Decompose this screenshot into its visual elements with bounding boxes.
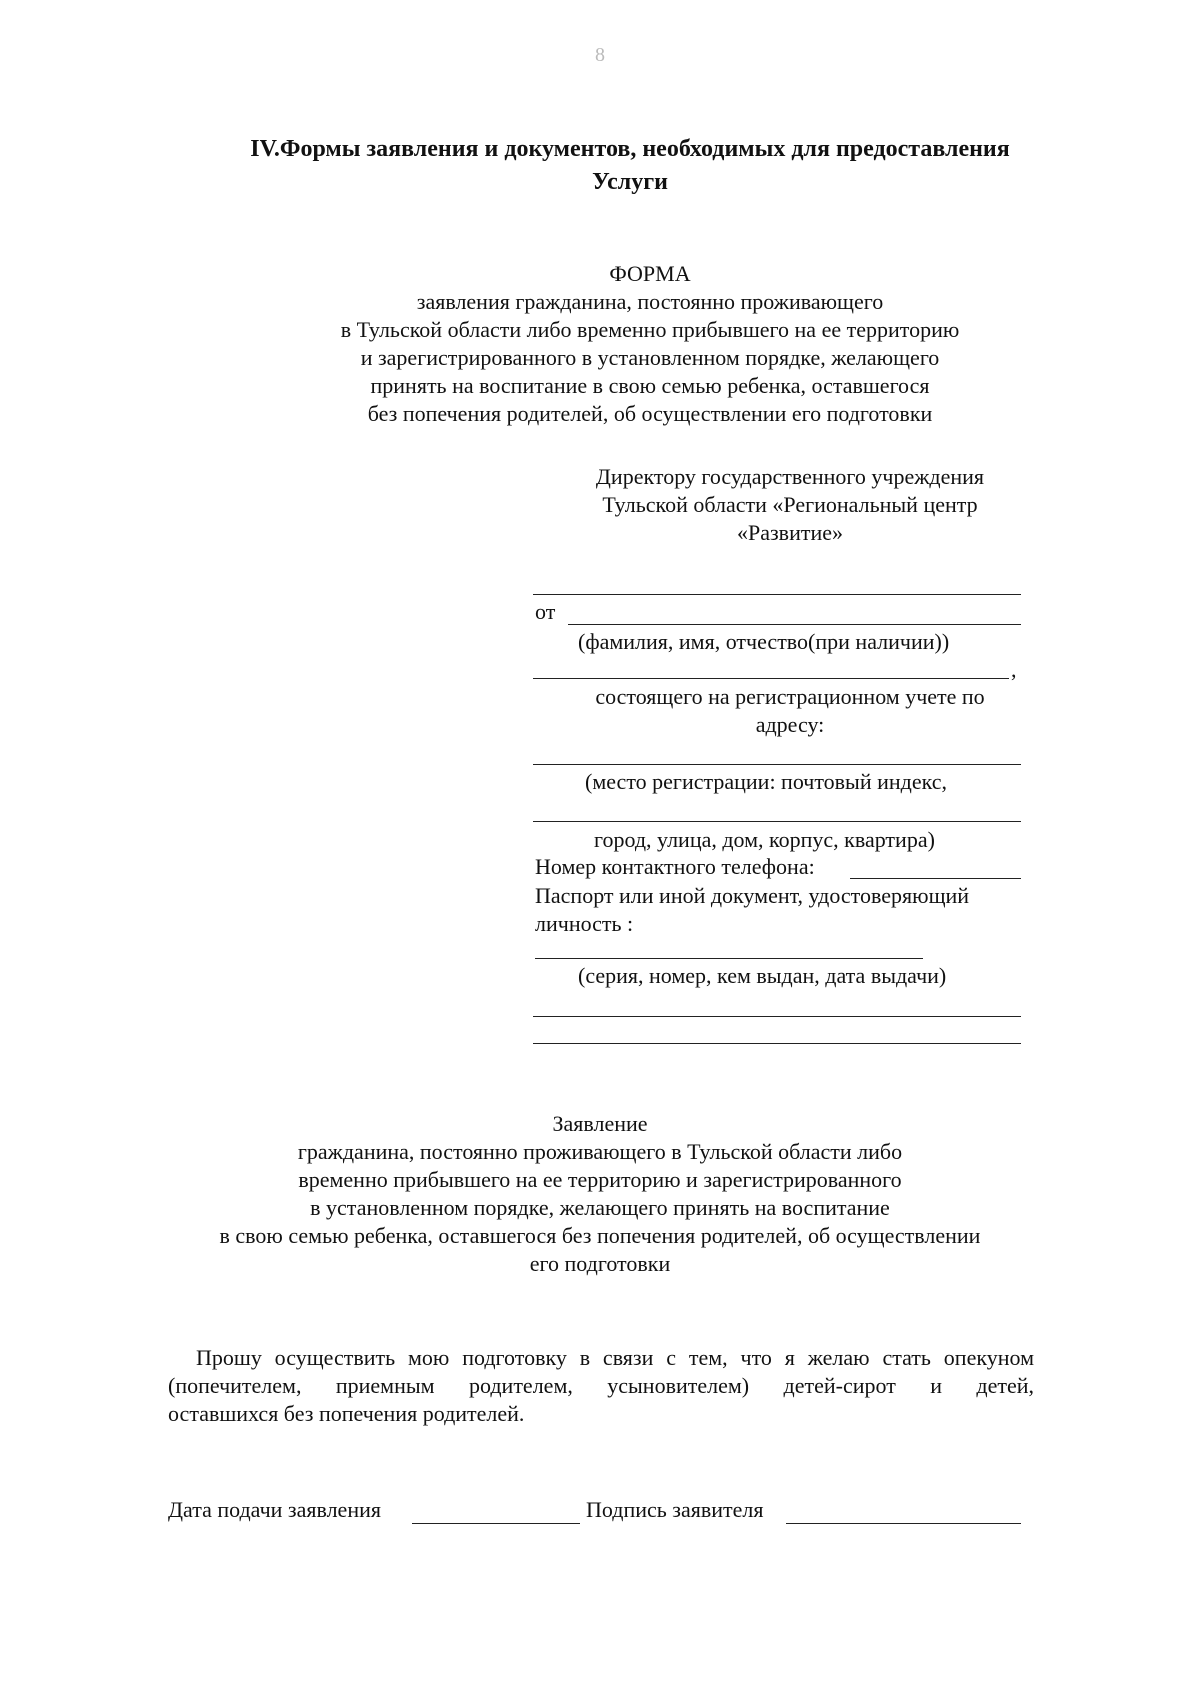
- from-label: от: [535, 599, 556, 624]
- phone-label: Номер контактного телефона:: [535, 854, 815, 879]
- applicant-name-field[interactable]: [568, 624, 1021, 625]
- fio-caption: (фамилия, имя, отчество(при наличии)): [578, 629, 950, 654]
- statement-title: Заявление: [552, 1111, 648, 1136]
- comma: ,: [1011, 657, 1017, 682]
- request-line: оставшихся без попечения родителей.: [168, 1401, 525, 1426]
- page-number: 8: [595, 44, 605, 66]
- request-line: (попечителем, приемным родителем, усыновителем) детей-сирот и детей,: [168, 1373, 1034, 1398]
- applicant-name-field-2[interactable]: [533, 678, 1009, 679]
- signature-label: Подпись заявителя: [586, 1497, 764, 1522]
- addressee-line: «Развитие»: [736, 520, 843, 545]
- statement-heading: [100, 1110, 1100, 1278]
- addressee-line: Директору государственного учреждения: [595, 464, 985, 489]
- passport-line: Паспорт или иной документ, удостоверяющий: [535, 883, 970, 908]
- addressee-line: Тульской области «Региональный центр: [602, 492, 978, 517]
- passport-field-2[interactable]: [533, 1016, 1021, 1017]
- addressee-block: [520, 463, 1060, 547]
- signature-field[interactable]: [786, 1523, 1021, 1524]
- section-title-line: IV.Формы заявления и документов, необходимых для предоставления: [250, 136, 1010, 162]
- statement-line: временно прибывшего на ее территорию и зарегистрированного: [298, 1167, 902, 1192]
- date-field[interactable]: [412, 1523, 580, 1524]
- form-heading-line: принять на воспитание в свою семью ребенка, оставшегося: [370, 373, 930, 398]
- registration-line: состоящего на регистрационном учете по: [595, 684, 985, 709]
- passport-line: личность :: [535, 911, 634, 936]
- date-label: Дата подачи заявления: [168, 1497, 381, 1522]
- statement-line: в свою семью ребенка, оставшегося без попечения родителей, об осуществлении: [219, 1223, 981, 1248]
- statement-line: в установленном порядке, желающего принять на воспитание: [310, 1195, 890, 1220]
- passport-field[interactable]: [535, 958, 923, 959]
- statement-line: гражданина, постоянно проживающего в Тульской области либо: [297, 1139, 903, 1164]
- request-paragraph: [168, 1344, 1034, 1428]
- section-title-line: Услуги: [592, 169, 668, 195]
- blank-line-top[interactable]: [533, 594, 1021, 595]
- address-caption: (место регистрации: почтовый индекс,: [585, 769, 948, 794]
- address-field[interactable]: [533, 764, 1021, 765]
- form-heading-line: в Тульской области либо временно прибывшего на ее территорию: [340, 317, 960, 342]
- form-heading-line: заявления гражданина, постоянно проживающего: [416, 289, 884, 314]
- address-caption: город, улица, дом, корпус, квартира): [594, 827, 935, 852]
- section-title: [130, 133, 1130, 199]
- form-heading-line: без попечения родителей, об осуществлении его подготовки: [367, 401, 933, 426]
- statement-line: его подготовки: [529, 1251, 671, 1276]
- registration-line: адресу:: [755, 712, 825, 737]
- request-line: Прошу осуществить мою подготовку в связи с тем, что я желаю стать опекуном: [196, 1345, 1034, 1370]
- phone-field[interactable]: [850, 878, 1021, 879]
- form-heading-line: и зарегистрированного в установленном порядке, желающего: [360, 345, 940, 370]
- passport-caption: (серия, номер, кем выдан, дата выдачи): [578, 963, 947, 988]
- form-heading: [150, 260, 1150, 428]
- form-heading-title: ФОРМА: [609, 261, 691, 286]
- passport-field-3[interactable]: [533, 1043, 1021, 1044]
- address-field-2[interactable]: [533, 821, 1021, 822]
